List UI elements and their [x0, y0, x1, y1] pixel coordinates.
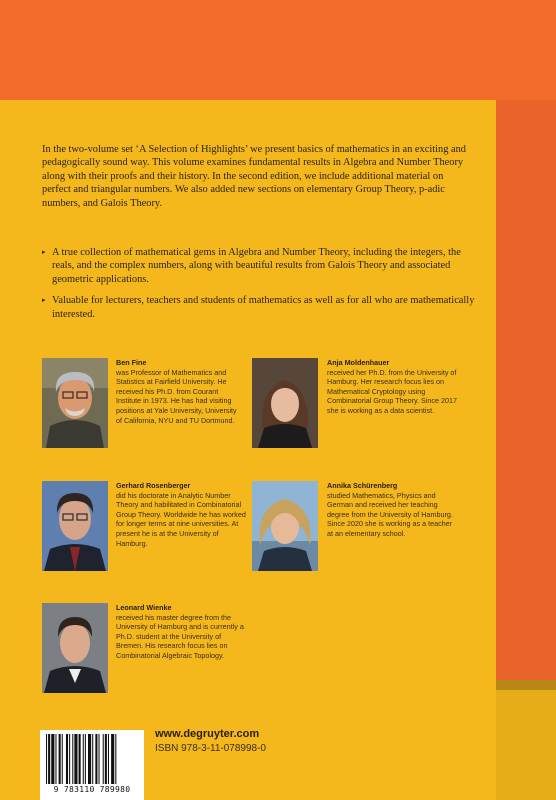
- spine-edge: [496, 100, 556, 680]
- barcode-number: 9 783110 789980: [53, 785, 131, 794]
- highlight-item: [42, 246, 482, 286]
- publisher-website[interactable]: www.degruyter.com: [155, 728, 260, 740]
- isbn-barcode: [40, 730, 144, 800]
- author-bio-text: studied Mathematics, Physics and German and received her teaching degree from the University of Hamburg. Since 2020 she is working as a teacher at an elementary school.: [327, 490, 453, 538]
- author-name: Annika Schürenberg: [327, 481, 398, 490]
- author-bio-leonard-wienke: [116, 603, 244, 661]
- author-bio-annika-schurenberg: [327, 481, 459, 539]
- author-bio-anja-moldenhauer: [327, 358, 459, 416]
- triangle-bullet-icon: ▸: [42, 248, 46, 256]
- author-name: Gerhard Rosenberger: [116, 481, 191, 490]
- isbn-text: ISBN 978-3-11-078998-0: [155, 743, 266, 754]
- spine-edge-bottom: [496, 680, 556, 800]
- author-bio-gerhard-rosenberger: [116, 481, 246, 548]
- author-photo-ben-fine: [42, 358, 108, 448]
- highlight-text: A true collection of mathematical gems in Algebra and Number Theory, including the integers, the reals, and the complex numbers, along with beautiful results from Galois Theory and associated geometric applications.: [52, 247, 461, 285]
- author-bio-text: received her Ph.D. from the University of Hamburg. Her research focus lies on Mathematical Cryptology using Combinatorial Group Theory. Since 2017 she is working as a data scientist.: [327, 367, 457, 415]
- author-bio-ben-fine: [116, 358, 244, 425]
- highlights-list: [42, 246, 482, 329]
- author-photo-annika-schurenberg: [252, 481, 318, 571]
- author-bio-text: was Professor of Mathematics and Statistics at Fairfield University. He received his Ph.D. from Courant Institute in 1973. He has had visiting positions at Yale University, University of California, NYU and TU Dortmund.: [116, 367, 237, 425]
- barcode-bars: [44, 734, 140, 784]
- highlight-item: [42, 294, 482, 321]
- author-photo-leonard-wienke: [42, 603, 108, 693]
- author-bio-text: received his master degree from the University of Hamburg and is currently a Ph.D. student at the University of Bremen. His research focus lies on Combinatorial Algebraic Topology.: [116, 612, 244, 660]
- author-name: Ben Fine: [116, 358, 147, 367]
- triangle-bullet-icon: ▸: [42, 296, 46, 305]
- highlight-text: Valuable for lecturers, teachers and students of mathematics as well as for all who are mathematically interested.: [52, 295, 475, 320]
- author-photo-anja-moldenhauer: [252, 358, 318, 448]
- author-photo-gerhard-rosenberger: [42, 481, 108, 571]
- intro-paragraph: In the two-volume set ‘A Selection of Highlights’ we present basics of mathematics in an exciting and pedagogically sound way. This volume examines fundamental results in Algebra and Number Theory along with their proofs and their history. In the second edition, we include additional material on perfect and triangular numbers. We also added new sections on elementary Group Theory, p-adic numbers, and Galois Theory.: [42, 144, 466, 209]
- author-name: Anja Moldenhauer: [327, 358, 390, 367]
- author-name: Leonard Wienke: [116, 603, 172, 612]
- cover-top-band: [0, 0, 556, 100]
- author-bio-text: did his doctorate in Analytic Number Theory and habilitated in Combinatorial Group Theory. Worldwide he has worked for longer terms at nine universities. At present he is at the University of Hamburg.: [116, 490, 246, 548]
